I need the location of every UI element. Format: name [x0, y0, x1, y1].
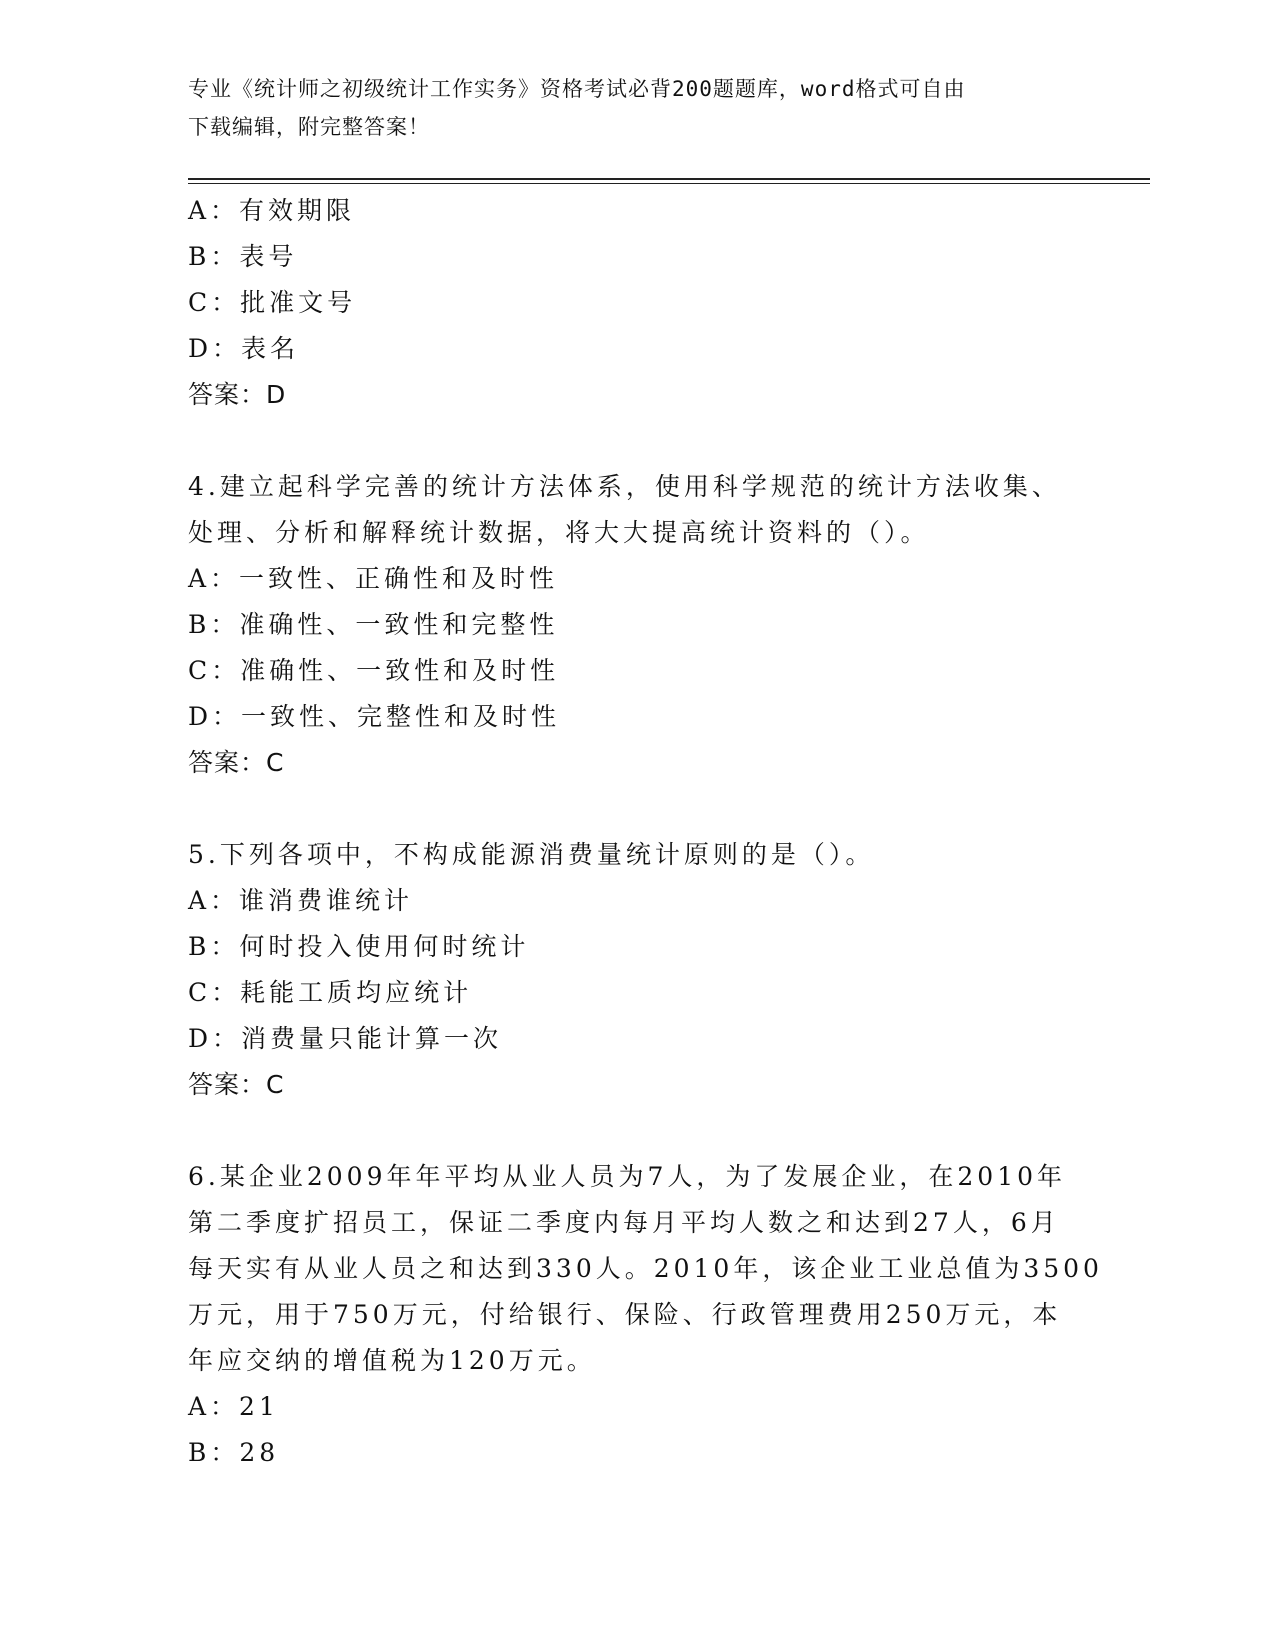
option-b: B：何时投入使用何时统计 — [188, 932, 530, 961]
question-6 — [188, 1154, 1103, 1476]
header-line-2: 下载编辑，附完整答案！ — [188, 115, 430, 139]
question-stem-line: 6.某企业2009年年平均从业人员为7人，为了发展企业，在2010年 — [188, 1162, 1067, 1191]
option-d: D：一致性、完整性和及时性 — [188, 702, 561, 731]
question-3 — [188, 188, 1088, 418]
question-stem-line: 5.下列各项中，不构成能源消费量统计原则的是（）。 — [188, 840, 875, 869]
question-4 — [188, 464, 1088, 786]
spacer — [188, 786, 1088, 832]
option-a: A：21 — [188, 1392, 279, 1421]
header-line-1: 专业《统计师之初级统计工作实务》资格考试必背200题题库，word格式可自由 — [188, 77, 966, 101]
option-c: C：准确性、一致性和及时性 — [188, 656, 560, 685]
option-a: A：一致性、正确性和及时性 — [188, 564, 559, 593]
option-d: D：消费量只能计算一次 — [188, 1024, 503, 1053]
option-b: B：28 — [188, 1438, 280, 1467]
question-content — [188, 188, 1103, 1476]
question-stem-line: 每天实有从业人员之和达到330人。2010年，该企业工业总值为3500 — [188, 1254, 1103, 1283]
answer: 答案：C — [188, 1070, 285, 1099]
document-header — [188, 70, 1088, 146]
option-b: B：准确性、一致性和完整性 — [188, 610, 559, 639]
option-d: D：表名 — [188, 334, 300, 363]
spacer — [188, 1108, 1088, 1154]
header-divider-bottom — [188, 183, 1150, 184]
option-a: A：谁消费谁统计 — [188, 886, 414, 915]
answer: 答案：C — [188, 748, 285, 777]
question-stem-line: 年应交纳的增值税为120万元。 — [188, 1346, 596, 1375]
question-stem-line: 处理、分析和解释统计数据，将大大提高统计资料的（）。 — [188, 518, 930, 547]
question-stem-line: 第二季度扩招员工，保证二季度内每月平均人数之和达到27人，6月 — [188, 1208, 1060, 1237]
option-c: C：批准文号 — [188, 288, 357, 317]
header-divider-top — [188, 178, 1150, 180]
option-a: A：有效期限 — [188, 196, 356, 225]
answer: 答案：D — [188, 380, 287, 409]
option-c: C：耗能工质均应统计 — [188, 978, 473, 1007]
option-b: B：表号 — [188, 242, 298, 271]
question-stem-line: 4.建立起科学完善的统计方法体系，使用科学规范的统计方法收集、 — [188, 472, 1061, 501]
question-stem-line: 万元，用于750万元，付给银行、保险、行政管理费用250万元，本 — [188, 1300, 1062, 1329]
spacer — [188, 418, 1088, 464]
question-5 — [188, 832, 1088, 1108]
